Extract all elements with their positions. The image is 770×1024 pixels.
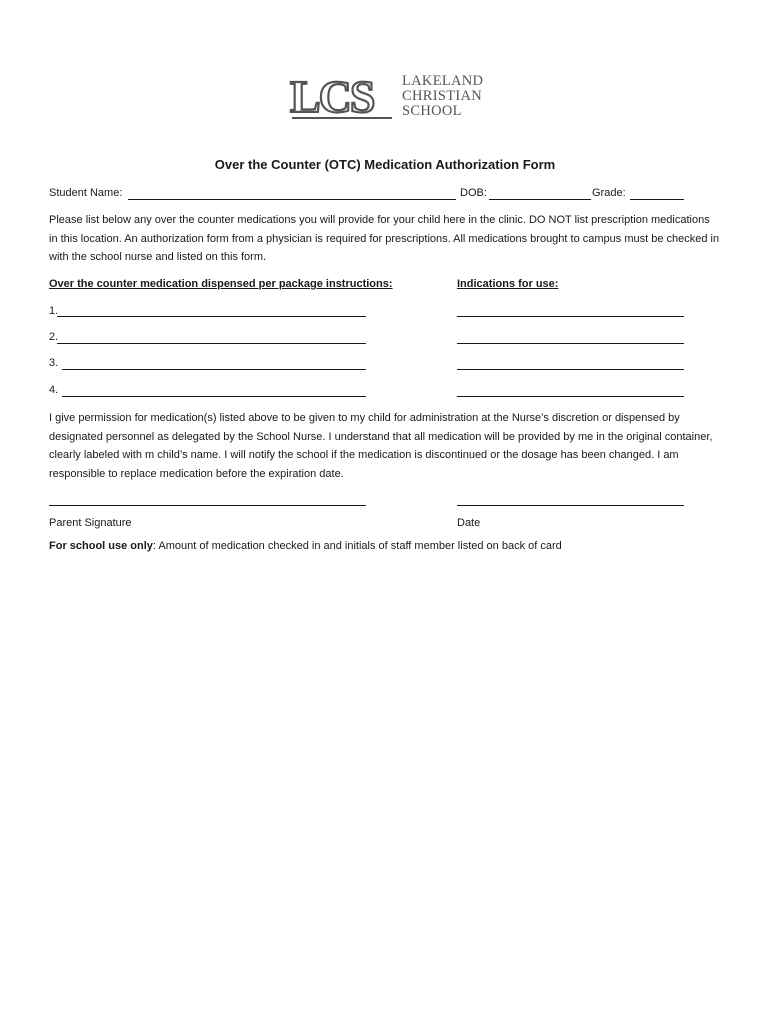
school-use-note — [49, 540, 562, 552]
indication-field-2[interactable] — [457, 343, 684, 344]
medication-column-heading: Over the counter medication dispensed per package instructions: — [49, 278, 393, 290]
school-use-text: : Amount of medication checked in and initials of staff member listed on back of card — [152, 540, 562, 552]
student-name-field[interactable] — [128, 199, 456, 200]
logo-line-3: SCHOOL — [402, 103, 462, 119]
row-number-1: 1. — [49, 305, 59, 317]
row-number-3: 3. — [49, 357, 59, 369]
medication-field-2[interactable] — [57, 343, 366, 344]
medication-field-4[interactable] — [62, 396, 366, 397]
lcs-monogram — [288, 68, 398, 124]
indication-field-3[interactable] — [457, 369, 684, 370]
dob-field[interactable] — [489, 199, 591, 200]
parent-signature-field[interactable] — [49, 505, 366, 506]
parent-signature-label: Parent Signature — [49, 517, 132, 529]
indication-field-4[interactable] — [457, 396, 684, 397]
intro-paragraph: Please list below any over the counter medications you will provide for your child here in the clinic. DO NOT list prescription medications in this location. An authorization form from a physician is required for prescriptions. All medications brought to campus must be checked in with the school nurse and listed on this form. — [49, 214, 720, 263]
logo-line-1: LAKELAND — [402, 73, 484, 89]
student-name-label: Student Name: — [49, 187, 123, 199]
grade-label: Grade: — [592, 187, 626, 199]
grade-field[interactable] — [630, 199, 684, 200]
school-logo — [288, 68, 488, 124]
dob-label: DOB: — [460, 187, 487, 199]
date-label: Date — [457, 517, 481, 529]
form-title: Over the Counter (OTC) Medication Authorization Form — [214, 157, 556, 172]
row-number-2: 2. — [49, 331, 59, 343]
indications-column-heading: Indications for use: — [457, 278, 559, 290]
logo-line-2: CHRISTIAN — [402, 88, 483, 104]
medication-field-3[interactable] — [62, 369, 366, 370]
indication-field-1[interactable] — [457, 316, 684, 317]
school-use-bold: For school use only — [49, 540, 153, 552]
medication-field-1[interactable] — [57, 316, 366, 317]
permission-paragraph: I give permission for medication(s) listed above to be given to my child for administration at the Nurse’s discretion or dispensed by designated personnel as delegated by the School Nurse. I understand that all medication will be provided by me in the original container, clearly labeled with m child’s name. I will notify the school if the medication is discontinued or the dosage has been changed. I am responsible to replace medication before the expiration date. — [49, 412, 713, 480]
date-field[interactable] — [457, 505, 684, 506]
row-number-4: 4. — [49, 384, 59, 396]
svg-text:LCS: LCS — [290, 71, 374, 122]
